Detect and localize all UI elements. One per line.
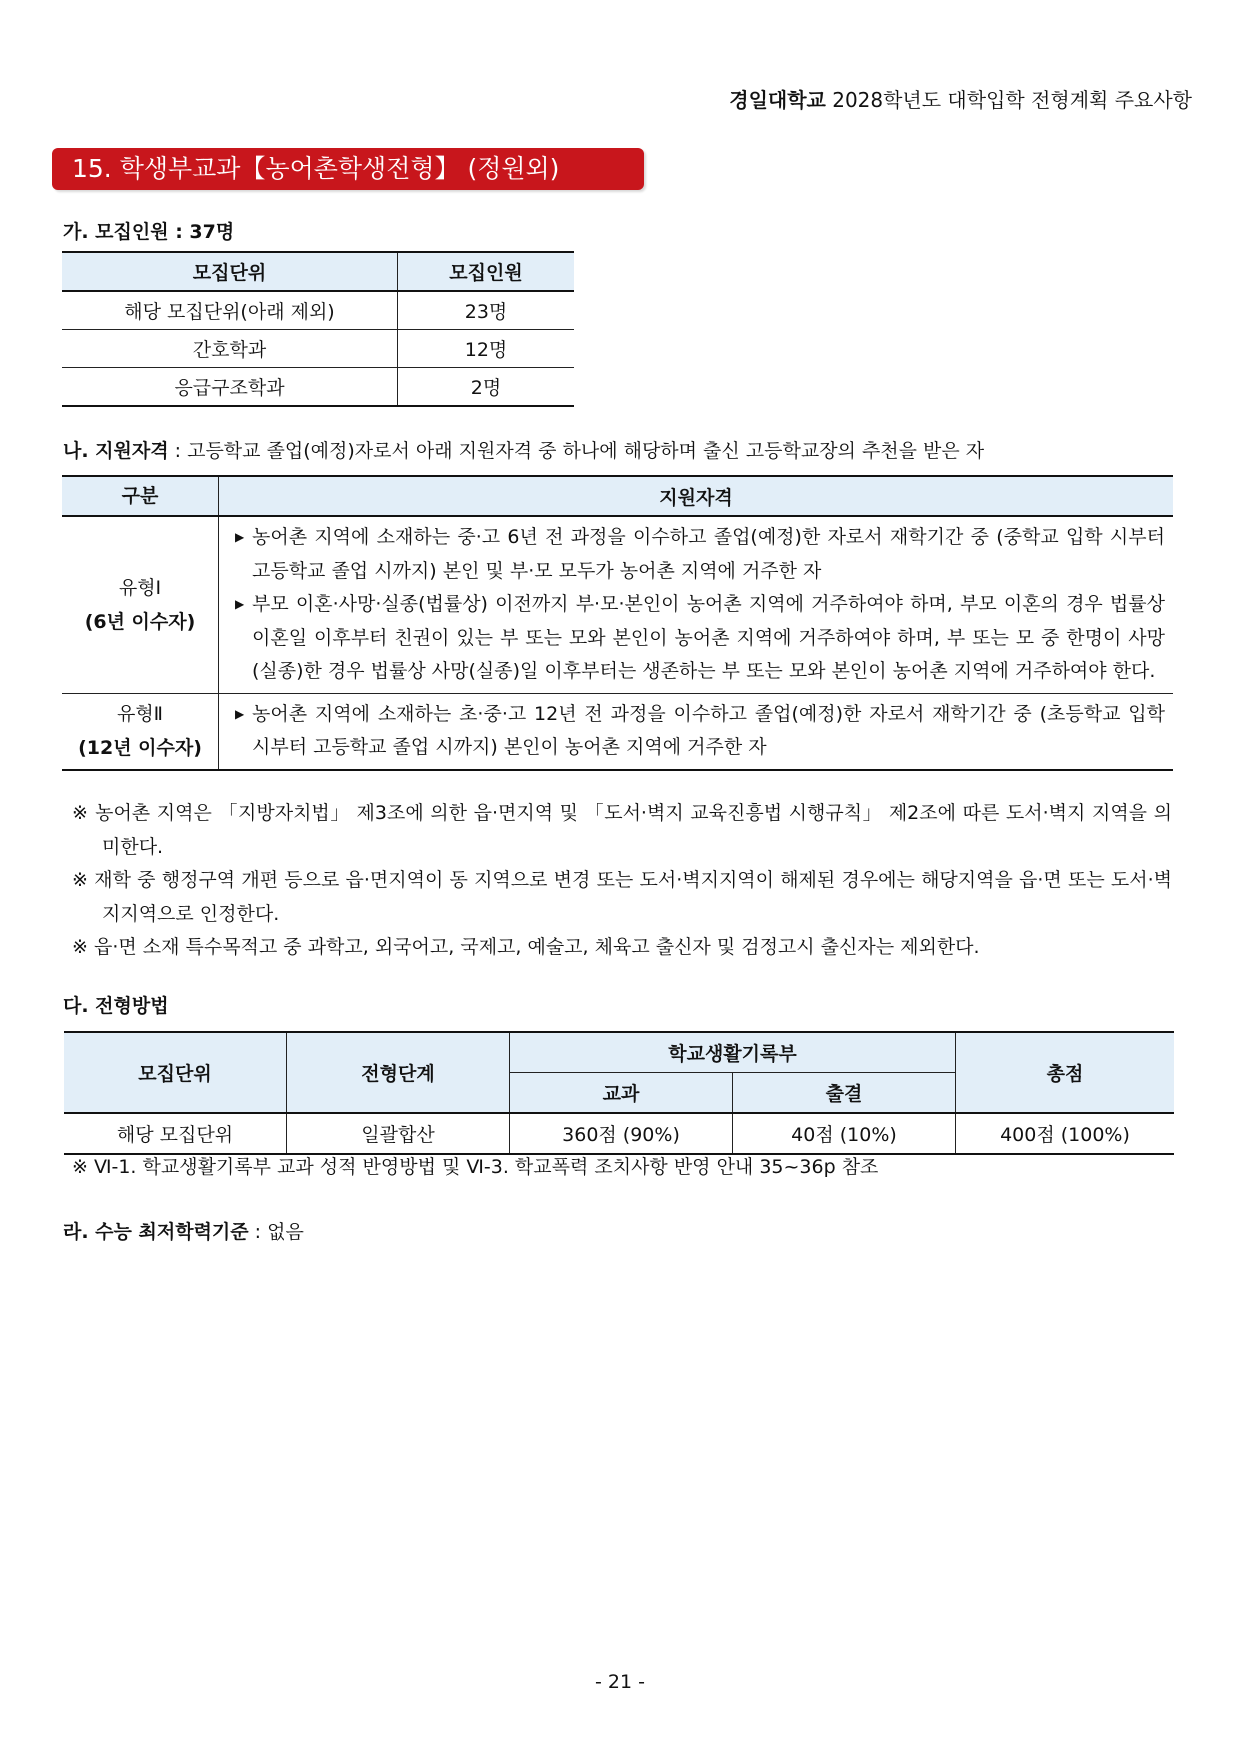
type-name: 유형Ⅱ [116,703,164,725]
note-item: ※ 읍·면 소재 특수목적고 중 과학고, 외국어고, 국제고, 예술고, 체육고 출신자 및 검정고시 출신자는 제외한다. [72,936,980,958]
table-header-row [62,476,1173,516]
column-header: 모집단위 [62,252,398,291]
table-cell: 23명 [398,291,575,330]
table-cell: 일괄합산 [287,1113,510,1154]
selection-note [72,1151,1172,1185]
type-cell [62,516,219,693]
selection-method-table [64,1031,1174,1155]
table-cell: 응급구조학과 [62,368,398,407]
column-header: 출결 [733,1073,956,1114]
section-b-label: 나. 지원자격 [63,440,169,462]
table-cell: 해당 모집단위(아래 제외) [62,291,398,330]
section-d-text: : 없음 [248,1221,304,1243]
document-header [729,84,1192,113]
triangle-bullet-icon: ▶ [235,597,245,611]
table-header-row [64,1032,1174,1073]
qualification-item: ▶ 농어촌 지역에 소재하는 중·고 6년 전 과정을 이수하고 졸업(예정)한 자로서 재학기간 중 (중학교 입학 시부터 고등학교 졸업 시까지) 본인 및 부·모 모두가 농어촌 지역에 거주한 자 [235,521,1165,588]
table-cell: 간호학과 [62,330,398,368]
note-item: ※ Ⅵ-1. 학교생활기록부 교과 성적 반영방법 및 Ⅵ-3. 학교폭력 조치사항 반영 안내 35~36p 참조 [72,1156,879,1178]
section-title-bar: 15. 학생부교과【농어촌학생전형】 (정원외) [52,148,644,190]
table-cell: 2명 [398,368,575,407]
eligibility-notes [72,797,1172,965]
table-cell: 360점 (90%) [510,1113,733,1154]
column-header: 모집단위 [64,1032,287,1113]
header-subtitle: 2028학년도 대학입학 전형계획 주요사항 [832,88,1192,112]
table-cell: 해당 모집단위 [64,1113,287,1154]
type-name: 유형Ⅰ [118,576,162,599]
section-d-heading [63,1217,304,1244]
table-row [64,1113,1174,1154]
table-cell: 400점 (100%) [956,1113,1175,1154]
table-cell: 40점 (10%) [733,1113,956,1154]
type-cell [62,693,219,770]
table-row [62,368,574,407]
triangle-bullet-icon: ▶ [235,706,245,721]
table-row [62,693,1173,770]
qualification-cell [219,693,1174,770]
school-name: 경일대학교 [729,88,826,112]
column-header: 구분 [62,476,219,516]
column-header: 모집인원 [398,252,575,291]
eligibility-table [62,475,1173,771]
qualification-cell [219,516,1174,693]
section-a-value: : 37명 [168,221,235,243]
qualification-item: ▶ 부모 이혼·사망·실종(법률상) 이전까지 부·모·본인이 농어촌 지역에 거주하여야 하며, 부모 이혼의 경우 법률상 이혼일 이후부터 친권이 있는 부 또는 모와 본인이 농어촌 지역에 거주하여야 하며, 부 또는 모 중 한명이 사망(실종)한 경우 법률상 사망(실종)일 이후부터는 생존하는 부 또는 모와 본인이 농어촌 지역에 거주하여야 한다. [235,588,1165,689]
table-row [62,291,574,330]
column-header: 지원자격 [219,476,1174,516]
column-header: 학교생활기록부 [510,1032,956,1073]
note-item: ※ 재학 중 행정구역 개편 등으로 읍·면지역이 동 지역으로 변경 또는 도서·벽지지역이 해제된 경우에는 해당지역을 읍·면 또는 도서·벽지지역으로 인정한다. [72,869,1172,925]
note-item: ※ 농어촌 지역은 「지방자치법」 제3조에 의한 읍·면지역 및 「도서·벽지 교육진흥법 시행규칙」 제2조에 따른 도서·벽지 지역을 의미한다. [72,802,1172,858]
type-sub: (12년 이수자) [78,737,202,759]
section-a-label: 가. 모집인원 [63,221,169,243]
section-a-heading [63,217,234,244]
section-b-text: : 고등학교 졸업(예정)자로서 아래 지원자격 중 하나에 해당하며 출신 고등학교장의 추천을 받은 자 [168,440,985,462]
table-row [62,516,1173,693]
column-header: 교과 [510,1073,733,1114]
section-b-heading [63,436,984,463]
section-c-heading [63,991,169,1018]
page-number: - 21 - [595,1671,645,1693]
section-c-label: 다. 전형방법 [63,995,169,1017]
table-cell: 12명 [398,330,575,368]
section-d-label: 라. 수능 최저학력기준 [63,1221,249,1243]
column-header: 전형단계 [287,1032,510,1113]
type-sub: (6년 이수자) [84,610,196,633]
column-header: 총점 [956,1032,1175,1113]
triangle-bullet-icon: ▶ [235,530,245,544]
qualification-item: ▶ 농어촌 지역에 소재하는 초·중·고 12년 전 과정을 이수하고 졸업(예정)한 자로서 재학기간 중 (초등학교 입학 시부터 고등학교 졸업 시까지) 본인이 농어촌 지역에 거주한 자 [235,698,1165,765]
recruitment-table [62,251,574,407]
table-row [62,330,574,368]
table-header-row [62,252,574,291]
